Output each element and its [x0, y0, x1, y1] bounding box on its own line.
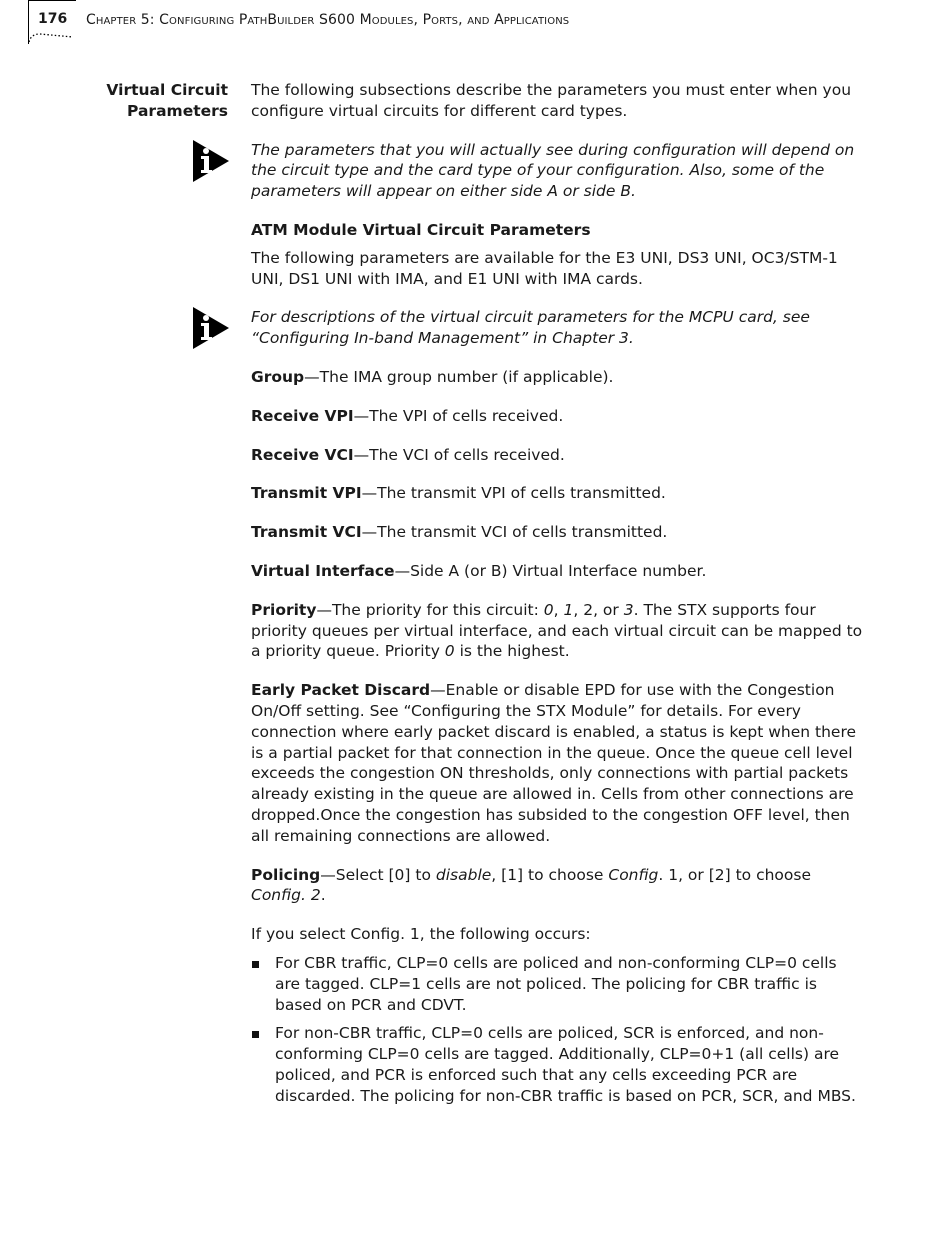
param-desc: . The STX supports four priority queues per virtual interface, and each virtual circuit can be mapped to a priority queue. Priority	[251, 600, 863, 661]
param-transmit-vci	[251, 522, 866, 543]
param-priority	[251, 600, 866, 662]
param-term: Receive VPI	[251, 406, 354, 425]
param-receive-vci	[251, 445, 866, 466]
param-term: Priority	[251, 600, 317, 619]
atm-subheading: ATM Module Virtual Circuit Parameters	[251, 220, 591, 239]
param-term: Policing	[251, 865, 321, 884]
priority-value: 0	[543, 600, 554, 619]
list-item	[251, 1023, 866, 1106]
param-early-packet-discard	[251, 680, 866, 846]
square-bullet-icon	[252, 961, 259, 968]
config1-bullet-list	[251, 953, 866, 1107]
side-heading-line-1: Virtual Circuit	[106, 81, 228, 99]
param-desc: —Select [0] to	[320, 865, 436, 884]
param-term: Virtual Interface	[251, 561, 395, 580]
param-term: Early Packet Discard	[251, 681, 431, 700]
param-desc: —The transmit VPI of cells transmitted.	[361, 484, 666, 503]
param-desc: —Side A (or B) Virtual Interface number.	[394, 561, 707, 580]
param-desc: is the highest.	[454, 642, 570, 661]
header-dotted-curve	[28, 31, 74, 43]
param-term: Transmit VCI	[251, 523, 362, 542]
atm-intro: The following parameters are available for the E3 UNI, DS3 UNI, OC3/STM-1 UNI, DS1 UNI with IMA, and E1 UNI with IMA cards.	[251, 248, 838, 288]
priority-value: 3	[623, 600, 634, 619]
info-icon	[193, 307, 229, 349]
separator: , 2, or	[573, 600, 624, 619]
priority-value: 1	[563, 600, 574, 619]
param-term: Transmit VPI	[251, 484, 362, 503]
section-intro: The following subsections describe the parameters you must enter when you configure virtual circuits for different card types.	[251, 81, 852, 120]
priority-value: 0	[444, 642, 455, 661]
running-head: Chapter 5: Configuring PathBuilder S600 Modules, Ports, and Applications	[86, 12, 570, 28]
info-icon	[193, 140, 229, 182]
param-term: Receive VCI	[251, 445, 354, 464]
param-virtual-interface	[251, 561, 866, 582]
param-policing	[251, 865, 866, 907]
param-desc: —The priority for this circuit:	[316, 600, 544, 619]
square-bullet-icon	[252, 1031, 259, 1038]
section-side-heading	[90, 80, 228, 122]
note-circuit-type: The parameters that you will actually see during configuration will depend on the circuit type and the card type of your configuration. Also, some of the parameters will appear on either side A or side B.	[251, 140, 855, 201]
policing-option: Config. 2	[251, 886, 321, 905]
separator: ,	[553, 600, 564, 619]
policing-option: disable	[435, 865, 492, 884]
list-item-text: For non-CBR traffic, CLP=0 cells are policed, SCR is enforced, and non-conforming CLP=0 cells are tagged. Additionally, CLP=0+1 (all cells) are policed, and PCR is enforced such that any cells exceeding PCR are discarded. The policing for non-CBR traffic is based on PCR, SCR, and MBS.	[275, 1024, 856, 1105]
side-heading-line-2: Parameters	[127, 102, 228, 120]
page-number: 176	[38, 11, 68, 27]
policing-option: Config	[608, 865, 659, 884]
main-text-column	[251, 80, 866, 1114]
param-desc: —Enable or disable EPD for use with the Congestion On/Off setting. See “Configuring the STX Module” for details. For every connection where early packet discard is enabled, a status is kept when there is a partial packet for that connection in the queue. Once the queue cell level exceeds the congestion ON thresholds, only connections with partial packets already existing in the queue are allowed in. Cells from other connections are dropped.Once the congestion has subsided to the congestion OFF level, then all remaining connections are allowed.	[251, 681, 857, 845]
param-desc: . 1, or [2] to choose	[658, 865, 812, 884]
param-desc: —The transmit VCI of cells transmitted.	[361, 523, 668, 542]
note-mcpu: For descriptions of the virtual circuit parameters for the MCPU card, see “Configuring In-band Management” in Chapter 3.	[251, 308, 810, 348]
param-desc: —The VPI of cells received.	[353, 406, 564, 425]
param-desc: —The VCI of cells received.	[353, 445, 565, 464]
header-rule-horizontal	[28, 0, 76, 1]
param-term: Group	[251, 367, 305, 386]
param-group	[251, 367, 866, 388]
list-item-text: For CBR traffic, CLP=0 cells are policed and non-conforming CLP=0 cells are tagged. CLP=1 cells are not policed. The policing for CBR traffic is based on PCR and CDVT.	[275, 953, 837, 1014]
param-desc: .	[320, 886, 326, 905]
param-desc: —The IMA group number (if applicable).	[304, 367, 614, 386]
param-receive-vpi	[251, 406, 866, 427]
param-transmit-vpi	[251, 483, 866, 504]
list-item	[251, 953, 866, 1015]
param-desc: , [1] to choose	[491, 865, 609, 884]
config1-intro: If you select Config. 1, the following occurs:	[251, 925, 591, 944]
